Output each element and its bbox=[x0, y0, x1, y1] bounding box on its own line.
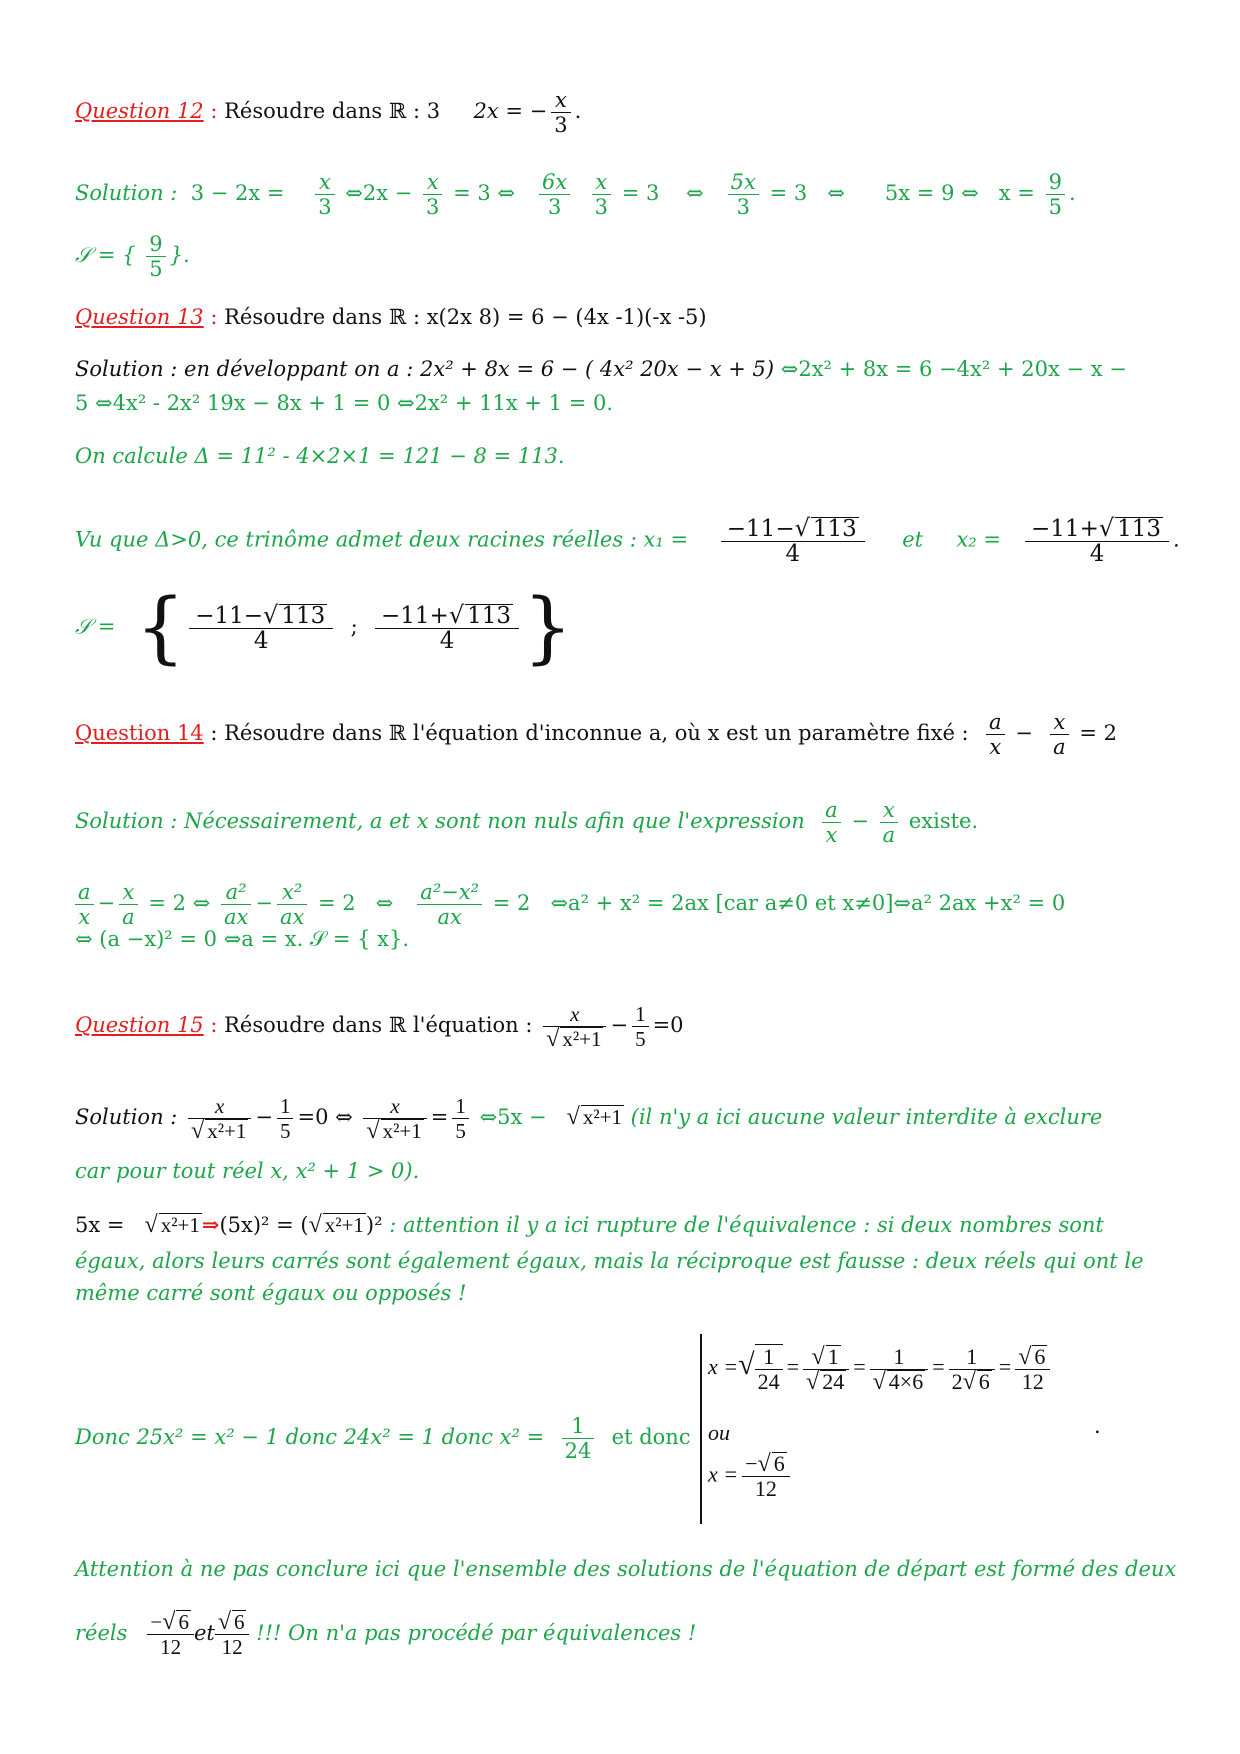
q13-label: Question 13 bbox=[75, 305, 204, 329]
q15-solution: Solution : $\frac{x}{\text{√ x²+1}}$ − $\frac{1}{5}$ =0 ⇔ $\frac{x}{\text{√ x²+1}}$ = $\frac{1}{5}$ ⇔5x − √ x²+1 (il n'y a ici aucune valeur interdite à exclure bbox=[75, 1094, 1103, 1144]
q13-delta: On calcule Δ = 11² - 4×2×1 = 121 − 8 = 113. bbox=[75, 444, 565, 468]
q15-statement: Question 15 : Résoudre dans ℝ l'équation : $\frac{x}{\text{√ x²+1}}$ − $\frac{1}{5}$ =0 bbox=[75, 1002, 684, 1052]
q12-solution-set: 𝒮 = { $\frac{9}{5}$ }. bbox=[75, 232, 190, 281]
q13-root2: $\frac{-11+√ 113}{4}$ bbox=[1025, 516, 1169, 566]
q12-label: Question 12 bbox=[75, 99, 204, 123]
q12-frac-x3: $\frac{x}{3}$ bbox=[315, 170, 334, 219]
q15-label: Question 15 bbox=[75, 1013, 204, 1037]
q14-derivation-line2: ⇔ (a −x)² = 0 ⇔a = x. 𝒮 = { x}. bbox=[75, 927, 410, 951]
q15-system-period: . bbox=[1094, 1414, 1101, 1438]
q13-solution-set: 𝒮 = { $\frac{-11-√ 113}{4}$ ; $\frac{-11+√ 113}{4}$ } bbox=[75, 583, 573, 673]
q15-solution-line2: car pour tout réel x, x² + 1 > 0). bbox=[75, 1159, 420, 1183]
q15-system: x =√ $\frac{1}{24}$ = $\frac{√ 1}{√ 24}$ = $\frac{1}{√ 4\times 6}$ = $\frac{1}{2√ 6}$ = $\frac{√ 6}{12}$ ou x = $\frac{-√ 6}{12}$ bbox=[700, 1334, 1082, 1524]
q15-note-line2: égaux, alors leurs carrés sont également égaux, mais la réciproque est fausse : deux réels qui ont le bbox=[75, 1249, 1144, 1273]
q15-donc: Donc 25x² = x² − 1 donc 24x² = 1 donc x² = $\frac{1}{24}$ et donc bbox=[75, 1414, 691, 1463]
q15-note-line3: même carré sont égaux ou opposés ! bbox=[75, 1281, 467, 1305]
q13-solution-line2: 5 ⇔4x² - 2x² 19x − 8x + 1 = 0 ⇔2x² + 11x + 1 = 0. bbox=[75, 391, 614, 415]
q12-solution: Solution : 3 − 2x = $\frac{x}{3}$ ⇔2x − $\frac{x}{3}$ = 3 ⇔ $\frac{6x}{3}$ $\frac{x}{3}$ = 3 ⇔ $\frac{5x}{3}$ = 3 ⇔ 5x = 9 ⇔ x = $\frac{9}{5}$ . bbox=[75, 170, 1076, 219]
q15-final-line1: Attention à ne pas conclure ici que l'ensemble des solutions de l'équation de départ est formé des deux bbox=[75, 1557, 1177, 1581]
q14-statement: Question 14 : Résoudre dans ℝ l'équation d'inconnue a, où x est un paramètre fixé : $\frac{a}{x}$ − $\frac{x}{a}$ = 2 bbox=[75, 710, 1118, 759]
q13-roots: Vu que Δ>0, ce trinôme admet deux racines réelles : x₁ = $\frac{-11-√ 113}{4}$ et x₂ = $\frac{-11+√ 113}{4}$ . bbox=[75, 514, 1180, 567]
q13-root1: $\frac{-11-√ 113}{4}$ bbox=[721, 516, 865, 566]
q12-fraction: $\frac{x}{3}$ bbox=[551, 88, 570, 137]
q14-solution: Solution : Nécessairement, a et x sont non nuls afin que l'expression $\frac{a}{x}$ − $\frac{x}{a}$ existe. bbox=[75, 798, 979, 847]
q12-statement: Question 12 : Résoudre dans ℝ : 3 2x = − $\frac{x}{3}$ . bbox=[75, 88, 582, 137]
implies-arrow-icon: ⇒ bbox=[201, 1212, 220, 1237]
q13-statement: Question 13 : Résoudre dans ℝ : x(2x 8) = 6 − (4x -1)(-x -5) bbox=[75, 305, 707, 329]
q15-final-line2: réels $\frac{-√ 6}{12}$ et $\frac{√ 6}{12}$ !!! On n'a pas procédé par équivalences ! bbox=[75, 1609, 697, 1659]
q12-text: Résoudre dans ℝ : 3 bbox=[224, 99, 441, 123]
q15-implication: 5x = √ x²+1⇒(5x)² = (√ x²+1)² : attention il y a ici rupture de l'équivalence : si deux nombres sont bbox=[75, 1212, 1104, 1238]
q13-solution-line1: Solution : en développant on a : 2x² + 8x = 6 − ( 4x² 20x − x + 5) ⇔2x² + 8x = 6 −4x² + 20x − x − bbox=[75, 357, 1127, 381]
q14-label: Question 14 bbox=[75, 721, 204, 745]
q14-derivation-line1: $\frac{a}{x}$ − $\frac{x}{a}$ = 2 ⇔ $\frac{\text{a²}}{ax}$ − $\frac{\text{x²}}{ax}$ = 2 ⇔ $\frac{\text{a²−x²}}{ax}$ = 2 ⇔a² + x² = 2ax [car a≠0 et x≠0]⇔a² 2ax +x² = 0 bbox=[75, 880, 1065, 929]
